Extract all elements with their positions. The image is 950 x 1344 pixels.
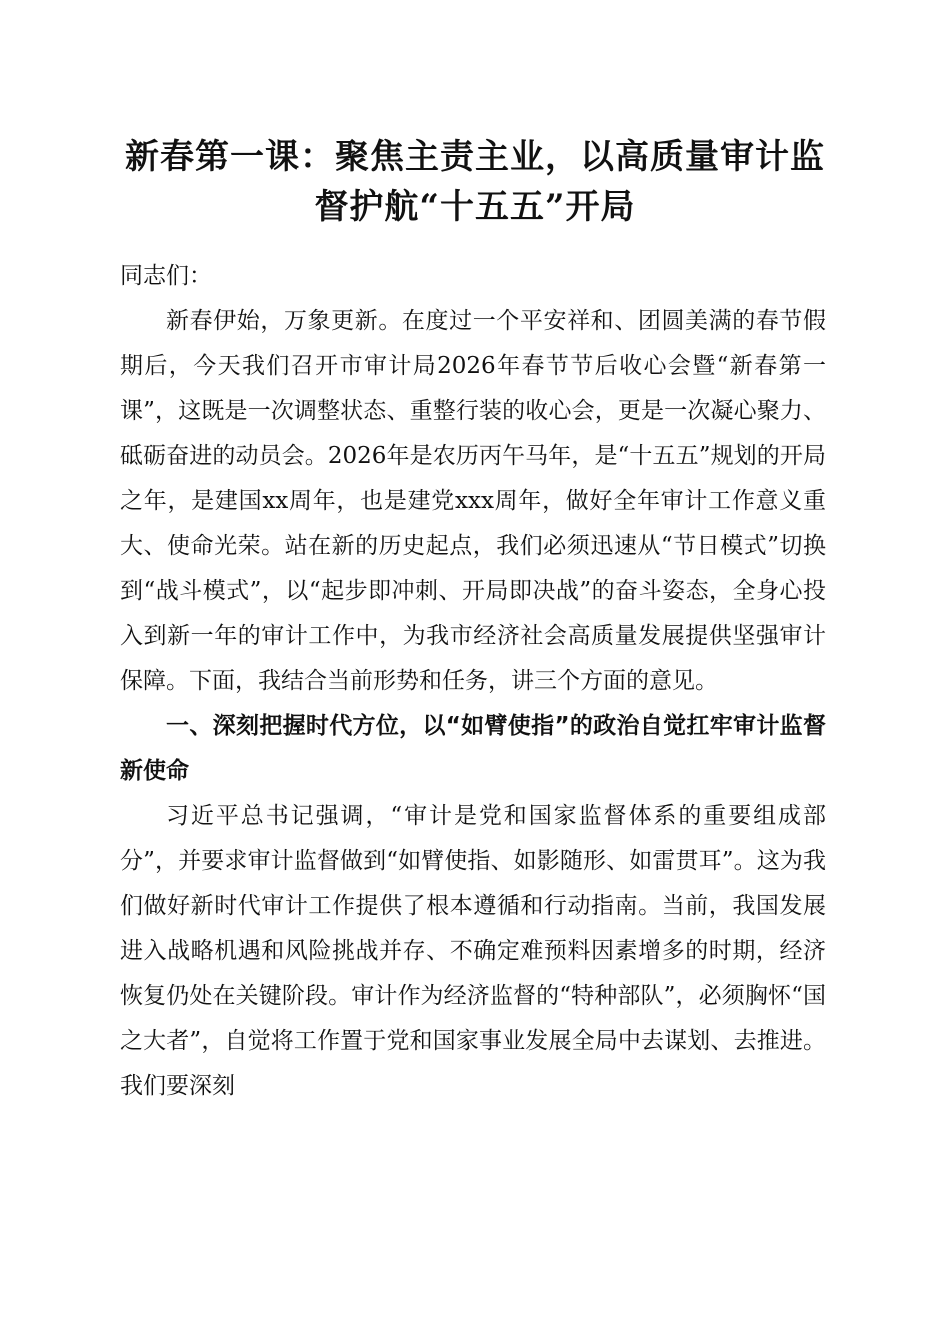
section-heading-1: 一、深刻把握时代方位，以“如臂使指”的政治自觉扛牢审计监督新使命 [120,713,826,784]
document-title [100,132,850,232]
title-line-2: 督护航“十五五”开局 [314,187,636,227]
section-1-paragraph: 习近平总书记强调，“审计是党和国家监督体系的重要组成部分”，并要求审计监督做到“如臂使指、如影随形、如雷贯耳”。这为我们做好新时代审计工作提供了根本遵循和行动指南。当前，我国发展进入战略机遇和风险挑战并存、不确定难预料因素增多的时期，经济恢复仍处在关键阶段。审计作为经济监督的“特种部队”，必须胸怀“国之大者”，自觉将工作置于党和国家事业发展全局中去谋划、去推进。我们要深刻 [120,803,826,1099]
opening-paragraph: 新春伊始，万象更新。在度过一个平安祥和、团圆美满的春节假期后，今天我们召开市审计局2026年春节节后收心会暨“新春第一课”，这既是一次调整状态、重整行装的收心会，更是一次凝心聚力、砥砺奋进的动员会。2026年是农历丙午马年，是“十五五”规划的开局之年，是建国xx周年，也是建党xxx周年，做好全年审计工作意义重大、使命光荣。站在新的历史起点，我们必须迅速从“节日模式”切换到“战斗模式”，以“起步即冲刺、开局即决战”的奋斗姿态，全身心投入到新一年的审计工作中，为我市经济社会高质量发展提供坚强审计保障。下面，我结合当前形势和任务，讲三个方面的意见。 [120,308,826,694]
document-body [120,254,826,1109]
salutation: 同志们： [120,263,212,289]
title-line-1: 新春第一课：聚焦主责主业，以高质量审计监 [125,137,825,177]
